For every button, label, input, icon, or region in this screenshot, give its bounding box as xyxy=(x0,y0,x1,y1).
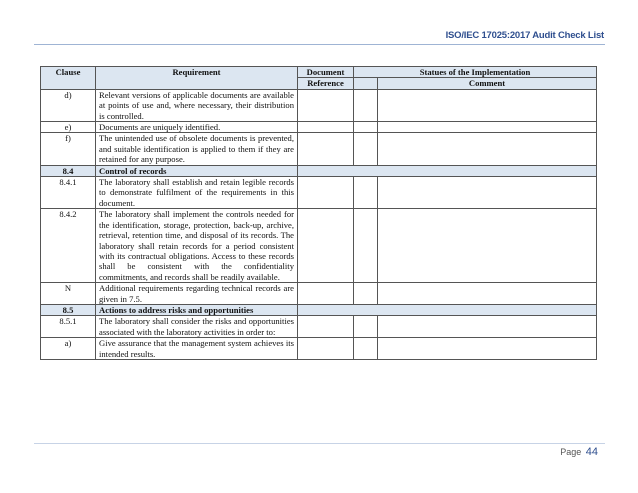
requirement-cell: The laboratory shall establish and retain legible records to demonstrate fulfilment of the requirements in this document. xyxy=(96,177,298,209)
requirement-cell: Relevant versions of applicable documents are available at points of use and, where necessary, their distribution is controlled. xyxy=(96,89,298,121)
status-mark-cell[interactable] xyxy=(354,209,378,283)
document-reference-cell[interactable] xyxy=(298,133,354,165)
table-row xyxy=(41,209,597,283)
document-reference-cell[interactable] xyxy=(298,316,354,338)
requirement-cell: The laboratory shall consider the risks and opportunities associated with the laboratory activities in order to: xyxy=(96,316,298,338)
table-row xyxy=(41,89,597,121)
footer-divider xyxy=(34,443,605,444)
clause-cell: a) xyxy=(41,338,96,360)
requirement-cell: Additional requirements regarding technical records are given in 7.5. xyxy=(96,283,298,305)
status-mark-cell[interactable] xyxy=(354,177,378,209)
status-mark-cell[interactable] xyxy=(354,89,378,121)
clause-cell: 8.5.1 xyxy=(41,316,96,338)
table-row xyxy=(41,133,597,165)
section-title-cell: Control of records xyxy=(96,165,298,176)
clause-cell: N xyxy=(41,283,96,305)
document-reference-cell[interactable] xyxy=(298,122,354,133)
clause-cell: f) xyxy=(41,133,96,165)
document-column-header: Document xyxy=(298,67,354,78)
requirement-cell: Documents are uniquely identified. xyxy=(96,122,298,133)
requirement-cell: The laboratory shall implement the controls needed for the identification, storage, protection, back-up, archive, retrieval, retention time, and disposal of its records. The laboratory shall retain records for a period consistent with its contractual obligations. Access to these records shall be consistent with the confidentiality commitments, and records shall be readily available. xyxy=(96,209,298,283)
table-row xyxy=(41,177,597,209)
status-mark-cell[interactable] xyxy=(354,316,378,338)
comment-cell[interactable] xyxy=(378,133,597,165)
section-row xyxy=(41,165,597,176)
page-number-value: 44 xyxy=(585,446,598,458)
requirement-cell: Give assurance that the management system achieves its intended results. xyxy=(96,338,298,360)
status-mark-cell[interactable] xyxy=(354,122,378,133)
document-reference-cell[interactable] xyxy=(298,283,354,305)
section-row xyxy=(41,304,597,315)
clause-cell: d) xyxy=(41,89,96,121)
clause-cell: 8.5 xyxy=(41,304,96,315)
comment-cell[interactable] xyxy=(378,177,597,209)
clause-cell: 8.4.2 xyxy=(41,209,96,283)
requirement-cell: The unintended use of obsolete documents is prevented, and suitable identification is applied to them if they are retained for any purpose. xyxy=(96,133,298,165)
section-blank-cell xyxy=(298,304,597,315)
table-row xyxy=(41,338,597,360)
comment-cell[interactable] xyxy=(378,338,597,360)
document-reference-cell[interactable] xyxy=(298,177,354,209)
page-number xyxy=(560,446,598,458)
document-reference-cell[interactable] xyxy=(298,338,354,360)
table-header-row xyxy=(41,67,597,78)
requirement-column-header: Requirement xyxy=(96,67,298,90)
comment-cell[interactable] xyxy=(378,283,597,305)
status-mark-column-header xyxy=(354,78,378,89)
comment-cell[interactable] xyxy=(378,316,597,338)
clause-column-header: Clause xyxy=(41,67,96,90)
page-label: Page xyxy=(560,447,582,457)
header-divider xyxy=(34,44,605,45)
audit-checklist-table xyxy=(40,66,597,360)
document-title: ISO/IEC 17025:2017 Audit Check List xyxy=(445,30,604,41)
section-blank-cell xyxy=(298,165,597,176)
document-reference-cell[interactable] xyxy=(298,89,354,121)
status-mark-cell[interactable] xyxy=(354,338,378,360)
section-title-cell: Actions to address risks and opportunities xyxy=(96,304,298,315)
clause-cell: 8.4 xyxy=(41,165,96,176)
comment-column-header: Comment xyxy=(378,78,597,89)
table-row xyxy=(41,316,597,338)
comment-cell[interactable] xyxy=(378,209,597,283)
table-row xyxy=(41,122,597,133)
reference-column-header: Reference xyxy=(298,78,354,89)
status-column-header: Statues of the Implementation xyxy=(354,67,597,78)
clause-cell: 8.4.1 xyxy=(41,177,96,209)
table-body xyxy=(41,89,597,359)
clause-cell: e) xyxy=(41,122,96,133)
table-row xyxy=(41,283,597,305)
comment-cell[interactable] xyxy=(378,89,597,121)
status-mark-cell[interactable] xyxy=(354,133,378,165)
status-mark-cell[interactable] xyxy=(354,283,378,305)
document-reference-cell[interactable] xyxy=(298,209,354,283)
comment-cell[interactable] xyxy=(378,122,597,133)
